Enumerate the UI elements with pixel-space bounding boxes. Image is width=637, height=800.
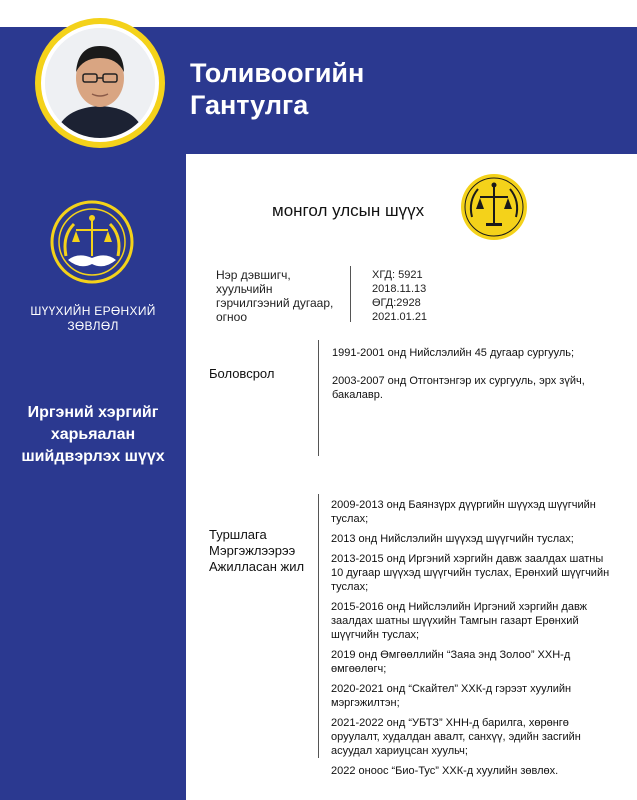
rank-value-license-date: 2021.01.21 [372, 311, 428, 323]
sidebar-curve-mask [186, 154, 246, 244]
rank-value-license: ӨГД:2928 [372, 297, 421, 309]
experience-divider [318, 494, 319, 758]
list-item: 2020-2021 онд “Скайтел” ХХК-д гэрээт хуулийн мэргэжилтэн; [331, 683, 572, 709]
rank-divider [350, 266, 351, 322]
list-item: 1991-2001 онд Нийслэлийн 45 дугаар сургууль; [332, 347, 575, 359]
court-scales-seal-icon [460, 173, 528, 241]
list-item: 2021-2022 онд “УБТЗ” ХНН-д барилга, хөрөнгө оруулалт, худалдан авалт, санхүү, эдийн засгийн асуудал хариуцсан хуульч; [331, 717, 581, 757]
list-item: 2022 оноос “Био-Тус” ХХК-д хуулийн зөвлөх. [331, 765, 559, 777]
list-item: 2015-2016 онд Нийслэлийн Иргэний хэргийн давж заалдах шатны шүүхийн Тамгын газарт Ерөнхий шүүгчийн туслах; [331, 601, 588, 641]
council-name: ШҮҮХИЙН ЕРӨНХИЙ ЗӨВЛӨЛ [30, 304, 156, 333]
candidate-name [190, 57, 610, 121]
experience-list [331, 498, 616, 784]
rank-values [372, 268, 427, 324]
scales-of-justice-emblem-icon [50, 200, 134, 284]
court-role: Иргэний хэргийг харьяалан шийдвэрлэх шүүх [21, 404, 165, 465]
page-title: монгол улсын шүүх [272, 201, 425, 220]
education-divider [318, 340, 319, 456]
list-item: 2013 онд Нийслэлийн шүүхэд шүүгчийн туслах; [331, 533, 574, 545]
rank-value-certificate: ХГД: 5921 [372, 269, 423, 281]
portrait-photo [45, 28, 155, 138]
list-item: 2003-2007 онд Отгонтэнгэр их сургууль, эрх зүйч, бакалавр. [332, 375, 585, 401]
rank-value-certificate-date: 2018.11.13 [372, 283, 427, 295]
education-list [332, 346, 612, 416]
avatar [35, 18, 165, 148]
education-label: Боловсрол [209, 366, 275, 381]
surname: Толивоогийн [190, 58, 365, 88]
rank-label: Нэр дэвшигч, хуульчийн гэрчилгээний дугаар, огноо [216, 268, 334, 324]
given-name: Гантулга [190, 90, 309, 120]
list-item: 2009-2013 онд Баянзүрх дүүргийн шүүхэд шүүгчийн туслах; [331, 499, 596, 525]
list-item: 2019 онд Өмгөөллийн “Заяа энд Золоо” ХХН-д өмгөөлөгч; [331, 649, 571, 675]
list-item: 2013-2015 онд Иргэний хэргийн давж заалдах шатны 10 дугаар шүүхэд шүүгчийн туслах, Ерөнхий шүүгчийн туслах; [331, 553, 610, 593]
experience-label: Туршлага Мэргэжлээрээ Ажилласан жил [209, 527, 305, 574]
